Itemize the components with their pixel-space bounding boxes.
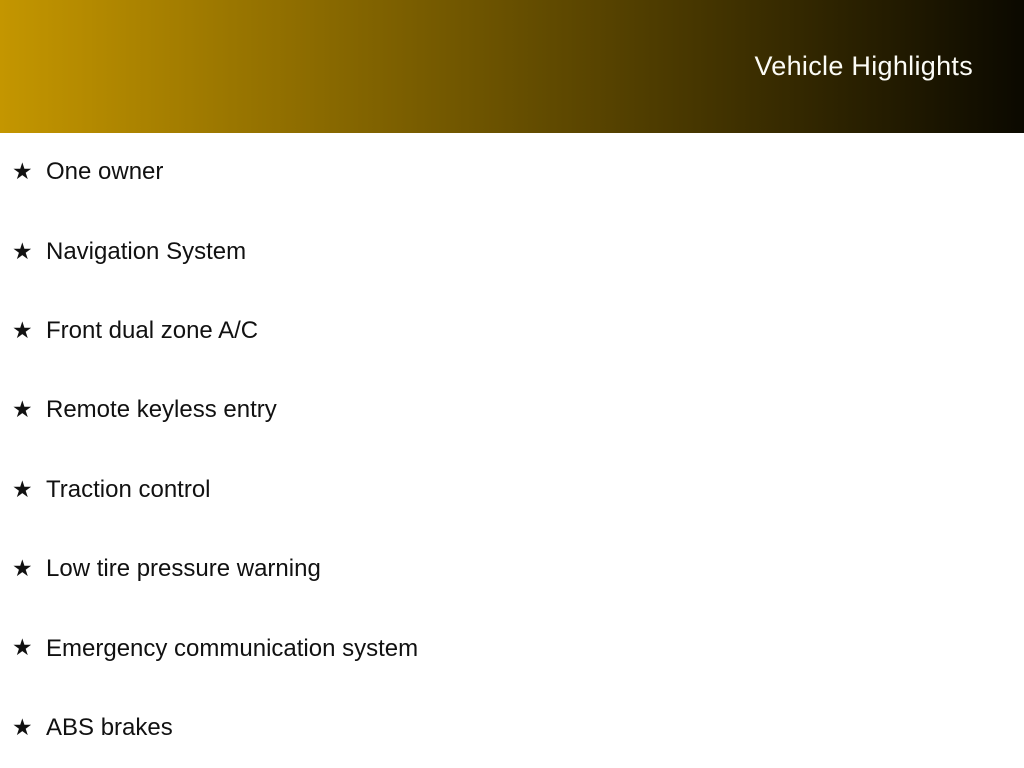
list-item-label: Low tire pressure warning xyxy=(46,555,321,583)
star-icon: ★ xyxy=(12,396,33,423)
list-item-label: Traction control xyxy=(46,475,211,503)
star-icon: ★ xyxy=(12,555,33,582)
list-item xyxy=(0,396,1024,425)
star-icon: ★ xyxy=(12,713,33,740)
list-item-label: Remote keyless entry xyxy=(46,396,277,424)
highlights-list xyxy=(0,133,1024,768)
star-icon: ★ xyxy=(12,475,33,502)
list-item-label: One owner xyxy=(46,158,164,186)
list-item xyxy=(0,476,1024,505)
list-item-label: Front dual zone A/C xyxy=(46,317,259,345)
header-banner xyxy=(0,0,1024,133)
list-item-label: ABS brakes xyxy=(46,713,173,741)
star-icon: ★ xyxy=(12,237,33,264)
page-title: Vehicle Highlights xyxy=(754,51,973,81)
list-item xyxy=(0,158,1024,187)
list-item xyxy=(0,238,1024,267)
list-item-label: Emergency communication system xyxy=(46,634,419,662)
star-icon: ★ xyxy=(12,158,33,185)
star-icon: ★ xyxy=(12,316,33,343)
list-item xyxy=(0,555,1024,584)
list-item xyxy=(0,714,1024,743)
list-item xyxy=(0,317,1024,346)
star-icon: ★ xyxy=(12,634,33,661)
list-item xyxy=(0,635,1024,664)
list-item-label: Navigation System xyxy=(46,237,247,265)
